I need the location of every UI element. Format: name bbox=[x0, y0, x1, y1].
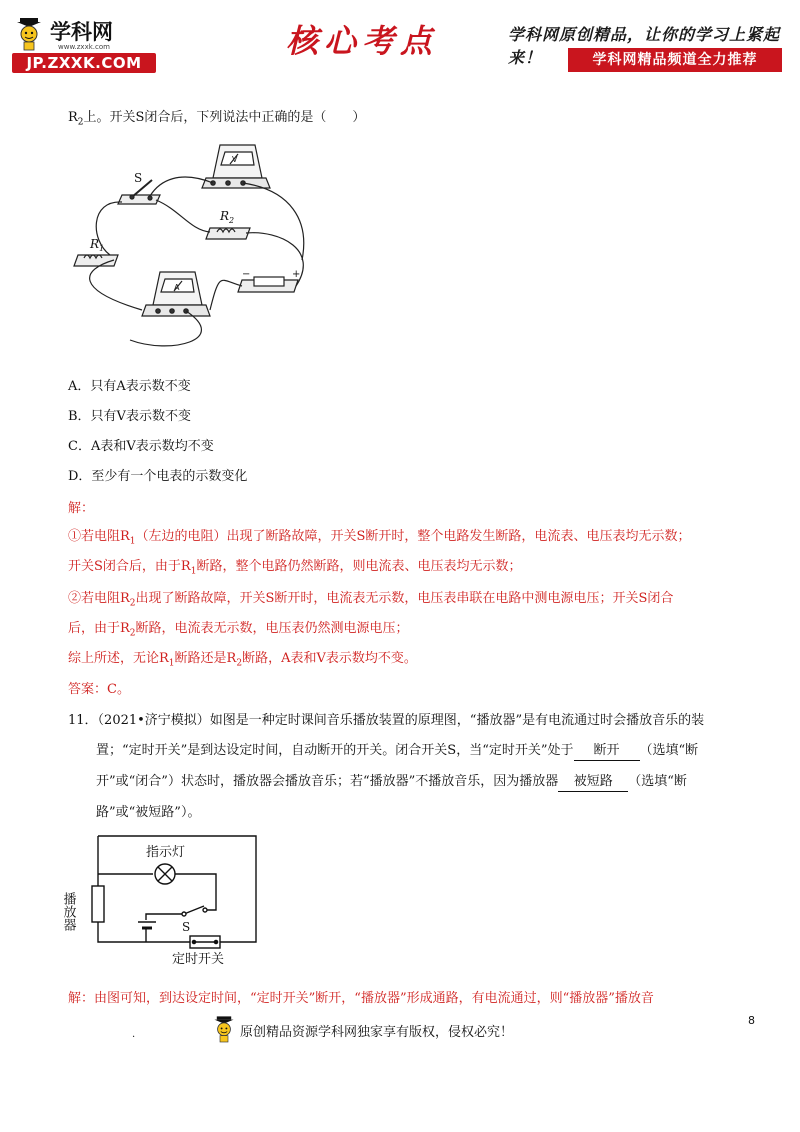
label-v: V bbox=[232, 155, 238, 164]
label-a: A bbox=[174, 283, 180, 292]
question-11-solution: 解：由图可知，到达设定时间，“定时开关”断开，“播放器”形成通路，有电流通过，则“播放器”播放音 bbox=[68, 991, 654, 1006]
label-r1: $R_1$ bbox=[90, 237, 105, 253]
label-s: S bbox=[182, 920, 191, 934]
page-number: 8 bbox=[748, 1014, 755, 1027]
label-timer: 定时开关 bbox=[172, 952, 225, 967]
footer bbox=[212, 1016, 513, 1044]
blank-answer-1: 断开 bbox=[574, 742, 640, 761]
label-plus: + bbox=[292, 269, 301, 280]
question-11-line-4: 路”或“被短路”）。 bbox=[96, 805, 201, 820]
site-badge[interactable]: JP.ZXXK.COM bbox=[12, 53, 156, 73]
logo-name: 学科网 bbox=[50, 20, 113, 44]
circuit-diagram-1 bbox=[70, 140, 320, 355]
ammeter bbox=[142, 272, 210, 316]
label-r2: $R_2$ bbox=[220, 209, 235, 225]
solution-line-4: 后，由于$R_2$断路，电流表无示数，电压表仍然测电源电压； bbox=[68, 621, 409, 639]
mascot-icon bbox=[14, 18, 44, 52]
player-resistor bbox=[92, 886, 104, 922]
footer-copyright: 原创精品资源学科网独家享有版权，侵权必究！ bbox=[240, 1024, 514, 1040]
header-title: 核心考点 bbox=[286, 22, 439, 60]
solution-line-2: 开关S闭合后，由于$R_1$断路，整个电路仍然断路，则电流表、电压表均无示数； bbox=[68, 559, 522, 577]
label-lamp: 指示灯 bbox=[146, 845, 186, 860]
question-11-line-2: 置；“定时开关”是到达设定时间，自动断开的开关。闭合开关S，当“定时开关”处于 断开 （选填“断 bbox=[96, 742, 698, 761]
option-b: B．只有V表示数不变 bbox=[68, 409, 191, 424]
question-11-line-3: 开”或“闭合”）状态时，播放器会播放音乐；若“播放器”不播放音乐，因为播放器 被短路 （选填“断 bbox=[96, 773, 687, 792]
option-a: A．只有A表示数不变 bbox=[68, 379, 191, 394]
slogan-badge: 学科网精品频道全力推荐 bbox=[568, 48, 782, 72]
footer-dot: . bbox=[132, 1029, 136, 1040]
resistor-r2 bbox=[206, 228, 250, 239]
option-d: D．至少有一个电表的示数变化 bbox=[68, 469, 248, 484]
label-minus: − bbox=[242, 269, 251, 280]
answer: 答案：C。 bbox=[68, 682, 130, 697]
question-stem: $R_2$上。开关S闭合后，下列说法中正确的是（ ） bbox=[68, 110, 366, 128]
label-player: 播放器 bbox=[60, 892, 76, 931]
circuit-diagram-2 bbox=[60, 830, 270, 970]
label-s: S bbox=[134, 171, 143, 185]
solution-label: 解： bbox=[68, 501, 95, 516]
header-slogan: 学科网原创精品，让你的学习上紧起来！ bbox=[508, 25, 781, 67]
mascot-icon bbox=[212, 1016, 236, 1044]
solution-line-5: 综上所述，无论$R_1$断路还是$R_2$断路，A表和V表示数均不变。 bbox=[68, 651, 417, 669]
voltmeter bbox=[202, 145, 270, 188]
question-11-line-1: 11．（2021•济宁模拟）如图是一种定时课间音乐播放装置的原理图，“播放器”是有电流通过时会播放音乐的装 bbox=[68, 713, 705, 728]
question-number: 11． bbox=[68, 713, 98, 728]
logo-subtitle: www.zxxk.com bbox=[58, 43, 110, 51]
solution-line-1: ①若电阻$R_1$（左边的电阻）出现了断路故障，开关S断开时，整个电路发生断路，电流表、电压表均无示数； bbox=[68, 529, 691, 547]
header-logo bbox=[14, 16, 164, 56]
option-c: C．A表和V表示数均不变 bbox=[68, 439, 214, 454]
solution-line-3: ②若电阻$R_2$出现了断路故障，开关S断开时，电流表无示数，电压表串联在电路中测电源电压；开关S闭合 bbox=[68, 591, 674, 609]
blank-answer-2: 被短路 bbox=[558, 773, 628, 792]
